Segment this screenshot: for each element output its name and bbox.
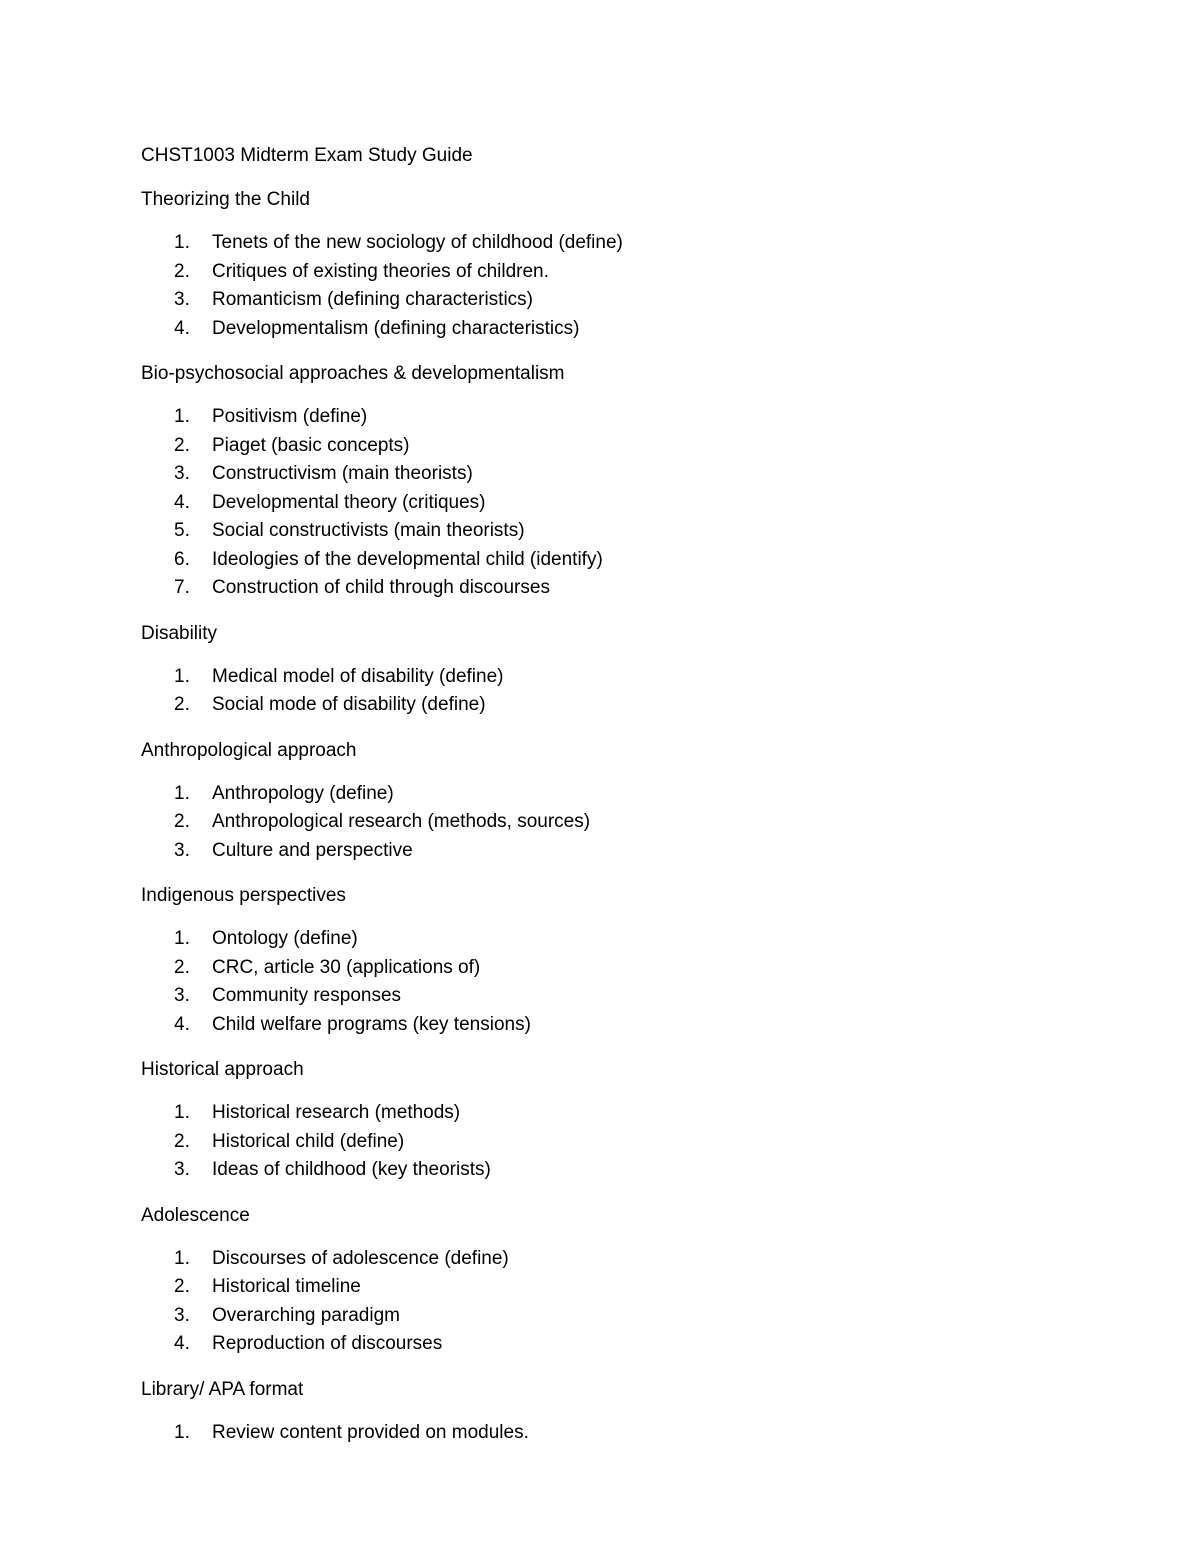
section-list: [141, 229, 1041, 343]
list-item-number: 4.: [174, 1333, 190, 1354]
list-item-text: Historical research (methods): [212, 1102, 461, 1123]
list-item-text: Discourses of adolescence (define): [212, 1247, 509, 1269]
list-item: [141, 691, 1041, 720]
list-item: [141, 1302, 1041, 1331]
section-list: [141, 780, 1041, 866]
section-list: [141, 1245, 1041, 1359]
list-item-number: 1.: [174, 232, 190, 253]
list-item-number: 2.: [174, 1276, 190, 1297]
list-item: [141, 403, 1041, 432]
list-item-text: Community responses: [212, 985, 402, 1006]
list-item-text: Ideologies of the developmental child (identify): [212, 548, 603, 570]
list-item-number: 4.: [174, 1013, 190, 1035]
list-item: [141, 1156, 1041, 1185]
list-item: [141, 546, 1041, 575]
list-item: [141, 315, 1041, 344]
sections-container: [141, 186, 1041, 1447]
section-heading: Historical approach: [141, 1059, 304, 1080]
section-heading: Library/ APA format: [141, 1378, 304, 1400]
list-item-number: 1.: [174, 406, 190, 427]
list-item-text: Overarching paradigm: [212, 1304, 400, 1326]
list-item-number: 2.: [174, 811, 190, 832]
list-item: [141, 663, 1041, 692]
list-item: [141, 1245, 1041, 1274]
list-item: [141, 808, 1041, 837]
list-item: [141, 489, 1041, 518]
list-item-number: 1.: [174, 1421, 190, 1443]
section-heading: Disability: [141, 622, 218, 644]
list-item-number: 2.: [174, 434, 190, 456]
list-item-text: Construction of child through discourses: [212, 577, 550, 598]
section-list: [141, 925, 1041, 1039]
list-item-text: Constructivism (main theorists): [212, 463, 473, 484]
list-item-number: 6.: [174, 548, 190, 570]
list-item-number: 5.: [174, 520, 190, 541]
list-item: [141, 925, 1041, 954]
section-heading: Adolescence: [141, 1204, 250, 1226]
list-item-number: 2.: [174, 1130, 190, 1152]
section-heading: Theorizing the Child: [141, 189, 310, 210]
list-item-number: 4.: [174, 491, 190, 513]
list-item-text: Medical model of disability (define): [212, 665, 504, 687]
list-item-text: Developmentalism (defining characteristics): [212, 317, 580, 339]
list-item: [141, 1419, 1041, 1448]
list-item-text: Social constructivists (main theorists): [212, 520, 525, 541]
list-item-number: 1.: [174, 1247, 190, 1269]
list-item-number: 3.: [174, 463, 190, 484]
list-item-text: Tenets of the new sociology of childhood (define): [212, 232, 623, 253]
list-item-text: Culture and perspective: [212, 839, 413, 861]
list-item-number: 3.: [174, 289, 190, 310]
list-item: [141, 574, 1041, 603]
list-item-text: Review content provided on modules.: [212, 1421, 529, 1443]
section-heading: Bio-psychosocial approaches & developmentalism: [141, 363, 565, 384]
list-item-text: Child welfare programs (key tensions): [212, 1013, 531, 1035]
list-item: [141, 432, 1041, 461]
list-item-number: 1.: [174, 1102, 190, 1123]
section-list: [141, 1419, 1041, 1448]
section-heading: Indigenous perspectives: [141, 885, 346, 906]
list-item-text: Anthropology (define): [212, 782, 394, 804]
list-item-text: Reproduction of discourses: [212, 1333, 443, 1354]
list-item-text: Social mode of disability (define): [212, 694, 486, 715]
list-item: [141, 1099, 1041, 1128]
list-item-text: Romanticism (defining characteristics): [212, 289, 533, 310]
section-list: [141, 403, 1041, 603]
list-item: [141, 1273, 1041, 1302]
list-item-number: 3.: [174, 985, 190, 1006]
list-item: [141, 460, 1041, 489]
list-item: [141, 780, 1041, 809]
list-item-text: CRC, article 30 (applications of): [212, 956, 481, 978]
list-item-number: 4.: [174, 317, 190, 339]
list-item-number: 2.: [174, 260, 190, 282]
section-list: [141, 663, 1041, 720]
list-item-text: Historical child (define): [212, 1130, 405, 1152]
list-item: [141, 258, 1041, 287]
list-item: [141, 229, 1041, 258]
document-title: CHST1003 Midterm Exam Study Guide: [141, 145, 473, 166]
list-item-number: 2.: [174, 956, 190, 978]
list-item-number: 1.: [174, 928, 190, 949]
list-item-text: Anthropological research (methods, sources): [212, 811, 591, 832]
list-item: [141, 954, 1041, 983]
list-item: [141, 837, 1041, 866]
list-item-number: 3.: [174, 1159, 190, 1180]
list-item-number: 1.: [174, 665, 190, 687]
list-item-text: Historical timeline: [212, 1276, 361, 1297]
list-item: [141, 517, 1041, 546]
list-item-text: Ideas of childhood (key theorists): [212, 1159, 491, 1180]
section-list: [141, 1099, 1041, 1185]
list-item-number: 1.: [174, 782, 190, 804]
list-item: [141, 1011, 1041, 1040]
list-item-text: Developmental theory (critiques): [212, 491, 486, 513]
list-item-text: Ontology (define): [212, 928, 358, 949]
list-item-text: Critiques of existing theories of children.: [212, 260, 549, 282]
list-item: [141, 982, 1041, 1011]
list-item: [141, 1128, 1041, 1157]
list-item-number: 7.: [174, 577, 190, 598]
list-item-text: Positivism (define): [212, 406, 368, 427]
section-heading: Anthropological approach: [141, 739, 357, 761]
list-item: [141, 1330, 1041, 1359]
study-guide: [141, 142, 1041, 1464]
list-item-number: 3.: [174, 839, 190, 861]
list-item-number: 2.: [174, 694, 190, 715]
list-item: [141, 286, 1041, 315]
list-item-text: Piaget (basic concepts): [212, 434, 410, 456]
list-item-number: 3.: [174, 1304, 190, 1326]
